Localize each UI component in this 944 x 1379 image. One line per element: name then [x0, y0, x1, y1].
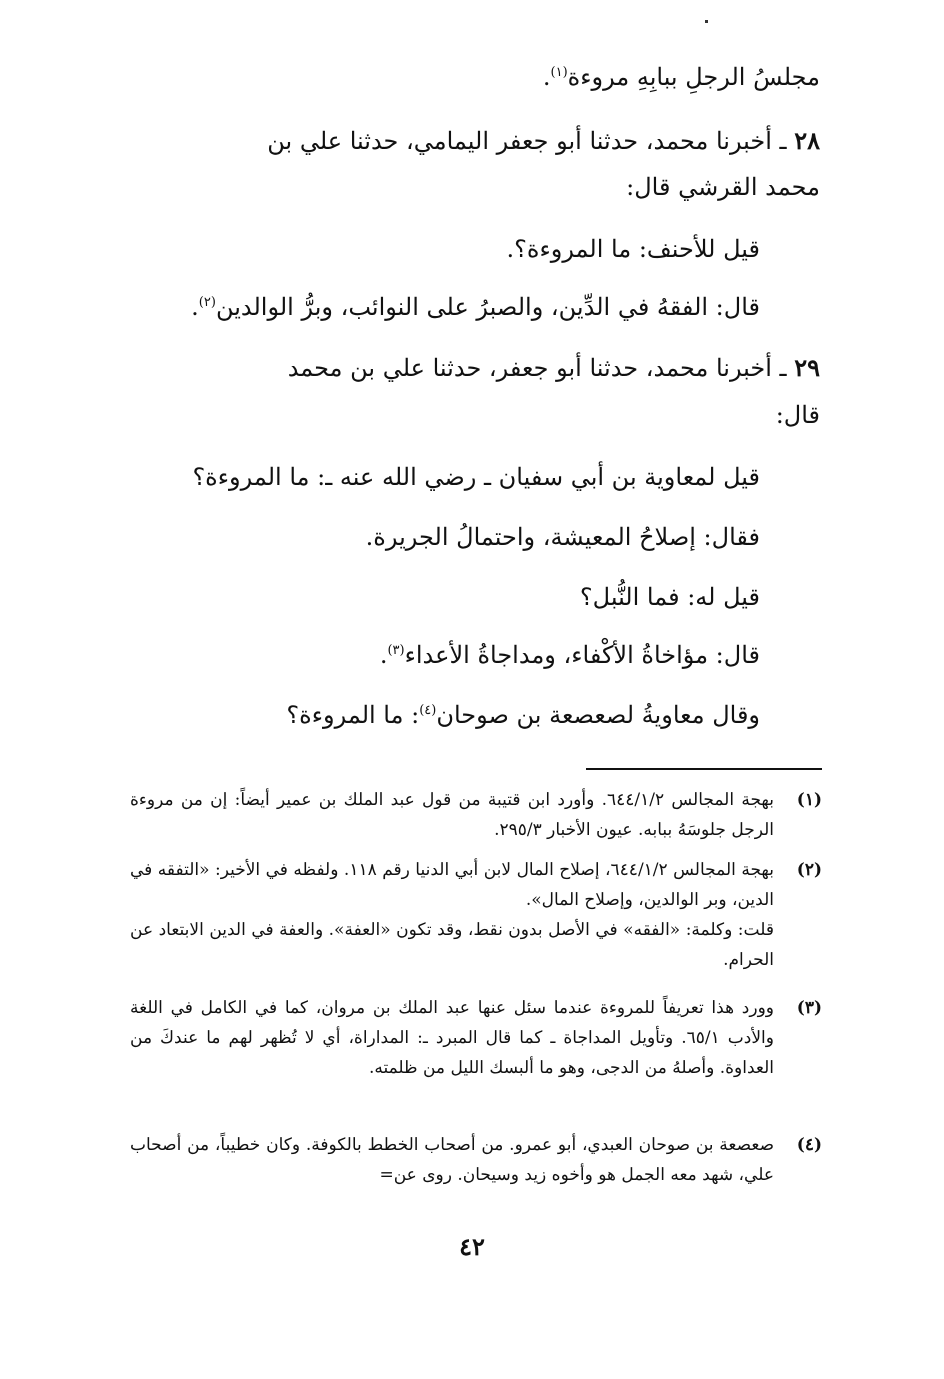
paragraph-text: قال:: [775, 401, 820, 429]
footnote-body: [130, 1130, 774, 1190]
main-paragraph-5-line-1: [120, 352, 820, 384]
page-mark: [705, 20, 708, 23]
footnote-body: [130, 785, 774, 845]
footnote-marker: (٣): [796, 998, 822, 1018]
paragraph-end: .: [379, 641, 388, 669]
footnote-text: بهجة المجالس ٦٤٤/١/٢. وأورد ابن قتيبة من قول عبد الملك بن عمير أيضاً: إن من مروءة الرجل جلوسَهُ ببابه. عيون الأخبار ٢٩٥/٣.: [130, 790, 774, 840]
footnote-ref-4[interactable]: (٤): [419, 703, 437, 718]
footnote-body: [130, 993, 774, 1083]
footnote-marker: (١): [796, 790, 822, 810]
paragraph-text: مجلسُ الرجلِ ببابِهِ مروءة: [567, 63, 820, 91]
paragraph-text: قيل لمعاوية بن أبي سفيان ـ رضي الله عنه ـ: ما المروءة؟: [192, 463, 760, 491]
paragraph-text: قال: مؤاخاةُ الأكْفاء، ومداجاةُ الأعداء: [404, 641, 760, 669]
footnote-4: [130, 1130, 822, 1190]
footnote-text: بهجة المجالس ٦٤٤/١/٢، إصلاح المال لابن أبي الدنيا رقم ١١٨. ولفظه في الأخير: «التفقه في الدين، وبر الوالدين، وإصلاح المال».: [130, 860, 774, 910]
page-number: ٤٢: [459, 1232, 485, 1261]
paragraph-text: وقال معاويةُ لصعصعة بن صوحان: [436, 701, 760, 729]
footnote-ref-1[interactable]: (١): [550, 65, 568, 80]
footnote-1: [130, 785, 822, 845]
paragraph-end: .: [191, 293, 199, 321]
paragraph-text: محمد القرشي قال:: [626, 173, 820, 201]
footnote-ref-3[interactable]: (٣): [387, 643, 405, 658]
footnote-body: [130, 855, 774, 975]
main-paragraph-9: [120, 640, 760, 671]
footnote-marker: (٤): [796, 1135, 822, 1155]
paragraph-text: ـ أخبرنا محمد، حدثنا أبو جعفر، حدثنا علي بن محمد: [287, 354, 795, 382]
footnote-text: صعصعة بن صوحان العبدي، أبو عمرو. من أصحاب الخطط بالكوفة. وكان خطيباً، من أصحاب علي، شهد معه الجمل هو وأخوه زيد وسيحان. روى عن=: [130, 1135, 774, 1185]
paragraph-end: : ما المروءة؟: [286, 701, 420, 729]
footnote-3: [130, 993, 822, 1083]
footnote-ref-2[interactable]: (٢): [198, 295, 216, 310]
paragraph-text: قال: الفقهُ في الدِّين، والصبرُ على النوائب، وبرُّ الوالدين: [215, 293, 760, 321]
paragraph-text: ـ أخبرنا محمد، حدثنا أبو جعفر اليمامي، حدثنا علي بن: [267, 127, 795, 155]
footnote-2: [130, 855, 822, 975]
footnote-marker: (٢): [796, 860, 822, 880]
paragraph-end: .: [542, 63, 551, 91]
paragraph-text: قيل له: فما النُّبل؟: [579, 583, 760, 611]
footnote-divider: [586, 768, 822, 770]
paragraph-text: قيل للأحنف: ما المروءة؟.: [506, 235, 760, 263]
main-paragraph-3: [120, 234, 760, 265]
main-paragraph-7: [120, 522, 760, 553]
main-paragraph-6: [120, 462, 760, 493]
main-paragraph-2-line-2: [120, 172, 820, 203]
hadith-number-28: ٢٨: [794, 126, 820, 155]
footnote-text: وورد هذا تعريفاً للمروءة عندما سئل عنها عبد الملك بن مروان، كما في الكامل في اللغة والأدب ٦٥/١. وتأويل المداجاة ـ كما قال المبرد ـ: المداراة، أي لا تُظهر لهم ما عندكَ من العداوة. وأصلهُ من الدجى، وهو ما ألبسك الليل من ظلمته.: [130, 998, 774, 1078]
main-paragraph-1: [120, 62, 820, 93]
main-paragraph-4: [120, 292, 760, 323]
main-paragraph-5-line-2: [120, 400, 820, 431]
footnote-text: قلت: وكلمة: «الفقه» في الأصل بدون نقط، وقد تكون «العفة». والعفة في الدين الابتعاد عن الحرام.: [130, 920, 774, 970]
main-paragraph-8: [120, 582, 760, 613]
hadith-number-29: ٢٩: [794, 353, 820, 382]
paragraph-text: فقال: إصلاحُ المعيشة، واحتمالُ الجريرة.: [365, 523, 760, 551]
main-paragraph-2-line-1: [120, 125, 820, 157]
main-paragraph-10: [120, 700, 760, 731]
